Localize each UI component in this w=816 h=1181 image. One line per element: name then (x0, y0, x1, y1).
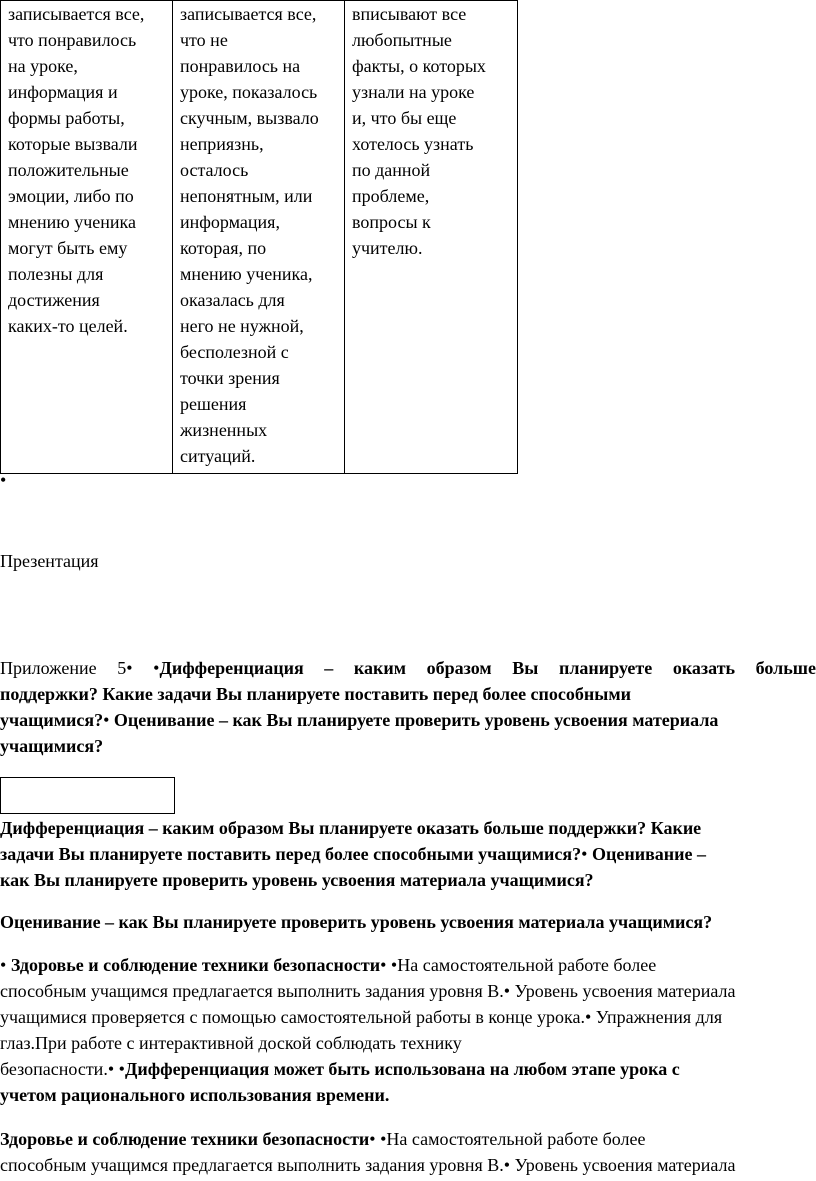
table-row (1, 1, 518, 474)
health-text: способным учащимся предлагается выполнить задания уровня В. (0, 981, 504, 1001)
health-heading: Здоровье и соблюдение техники безопасности (6, 955, 381, 975)
cell-line: осталось (180, 160, 249, 180)
cell-line: оказалась для (180, 290, 285, 310)
cell-line: вписывают все (352, 4, 467, 24)
bullet-marker: • (369, 1129, 376, 1149)
appendix-text: Оценивание – как Вы планируете проверить уровень усвоения материала (109, 710, 719, 730)
cell-line: уроке, показалось (180, 82, 318, 102)
health-text: Упражнения для (591, 1007, 723, 1027)
cell-line: могут быть ему (8, 238, 128, 258)
cell-line: него не нужной, (180, 316, 304, 336)
health-safety-paragraph (0, 952, 816, 1108)
cell-line: что понравилось (8, 30, 137, 50)
cell-line: записывается все, (180, 4, 317, 24)
reflection-table (0, 0, 518, 474)
health2-line-1 (0, 1126, 816, 1152)
bullet-marker: • (118, 1059, 125, 1079)
appendix-text: учащимися? (0, 710, 104, 730)
health-text: учетом рационального использования времени. (0, 1085, 390, 1105)
bullet-marker: • (126, 658, 133, 678)
bullet-marker: • (380, 1129, 387, 1149)
appendix-line-2 (0, 681, 816, 707)
cell-line: скучным, вызвало (180, 108, 319, 128)
differentiation-paragraph (0, 815, 816, 893)
appendix-prefix: Приложение 5 (0, 658, 127, 678)
table-cell-liked (1, 1, 173, 474)
assessment-paragraph (0, 909, 816, 935)
cell-line: полезны для (8, 264, 104, 284)
cell-line: ситуаций. (180, 446, 256, 466)
appendix-heading: Дифференциация – каким образом Вы планируете оказать больше (159, 658, 816, 678)
appendix-line-4 (0, 733, 816, 759)
appendix-line-1 (0, 655, 816, 681)
health-text: способным учащимся предлагается выполнить задания уровня В. (0, 1155, 504, 1175)
cell-line: мнению ученика, (180, 264, 313, 284)
cell-line: факты, о которых (352, 56, 486, 76)
diff-line-3 (0, 867, 816, 893)
bullet-marker: • (0, 470, 7, 490)
diff-text: Оценивание – (587, 844, 707, 864)
health-line-4 (0, 1030, 816, 1056)
cell-line: точки зрения (180, 368, 280, 388)
cell-line: что не (180, 30, 228, 50)
bullet-marker: • (581, 844, 588, 864)
table-cell-interesting (345, 1, 518, 474)
cell-line: хотелось узнать (352, 134, 474, 154)
cell-line: которые вызвали (8, 134, 138, 154)
health-text: безопасности. (0, 1059, 108, 1079)
cell-line: вопросы к (352, 212, 431, 232)
bullet-marker: • (380, 955, 387, 975)
appendix-line-3 (0, 707, 816, 733)
health-text: глаз.При работе с интерактивной доской соблюдать технику (0, 1033, 462, 1053)
cell-line: решения (180, 394, 247, 414)
health2-line-2 (0, 1152, 816, 1178)
diff-line-2 (0, 841, 816, 867)
cell-line: непонятным, или (180, 186, 313, 206)
bullet-marker: • (503, 1155, 511, 1175)
cell-line: бесполезной с (180, 342, 289, 362)
cell-line: и, что бы еще (352, 108, 457, 128)
diff-line-1 (0, 815, 816, 841)
bullet-marker: • (584, 1007, 592, 1027)
health-text: Уровень усвоения материала (510, 1155, 736, 1175)
bullet-marker: • (103, 710, 110, 730)
health-text: Дифференциация может быть использована на любом этапе урока с (124, 1059, 680, 1079)
bullet-marker: • (0, 955, 7, 975)
health-text: На самостоятельной работе более (386, 1129, 646, 1149)
appendix-text: поддержки? Какие задачи Вы планируете поставить перед более способными (0, 684, 631, 704)
diff-text: Дифференциация – каким образом Вы планируете оказать больше поддержки? Какие (0, 818, 702, 838)
health-text: На самостоятельной работе более (397, 955, 657, 975)
cell-line: каких-то целей. (8, 316, 128, 336)
cell-line: информация, (180, 212, 280, 232)
table-cell-disliked (173, 1, 345, 474)
bullet-marker: • (390, 955, 398, 975)
health-line-5 (0, 1056, 816, 1082)
health-heading: Здоровье и соблюдение техники безопасности (0, 1129, 370, 1149)
cell-line: достижения (8, 290, 100, 310)
bullet-marker: • (107, 1059, 115, 1079)
diff-text: как Вы планируете проверить уровень усвоения материала учащимися? (0, 870, 594, 890)
cell-line: учителю. (352, 238, 423, 258)
cell-line: по данной (352, 160, 431, 180)
cell-line: положительные (8, 160, 129, 180)
cell-line: информация и (8, 82, 118, 102)
diff-text: задачи Вы планируете поставить перед более способными учащимися? (0, 844, 582, 864)
health-safety-paragraph-2 (0, 1126, 816, 1178)
cell-line: на уроке, (8, 56, 78, 76)
bullet-marker: • (503, 981, 511, 1001)
cell-line: проблеме, (352, 186, 430, 206)
health-line-2 (0, 978, 816, 1004)
cell-line: жизненных (180, 420, 268, 440)
cell-line: узнали на уроке (352, 82, 475, 102)
cell-line: понравилось на (180, 56, 301, 76)
health-line-6 (0, 1082, 816, 1108)
cell-line: которая, по (180, 238, 267, 258)
appendix-text: учащимися? (0, 736, 104, 756)
health-line-1 (0, 952, 816, 978)
cell-line: записывается все, (8, 4, 145, 24)
cell-line: мнению ученика (8, 212, 136, 232)
appendix-5-paragraph (0, 655, 816, 759)
cell-line: эмоции, либо по (8, 186, 134, 206)
health-line-3 (0, 1004, 816, 1030)
presentation-label: Презентация (0, 551, 99, 571)
cell-line: формы работы, (8, 108, 125, 128)
assessment-text: Оценивание – как Вы планируете проверить уровень усвоения материала учащимися? (0, 912, 713, 932)
cell-line: неприязнь, (180, 134, 264, 154)
health-text: учащимися проверяется с помощью самостоятельной работы в конце урока. (0, 1007, 585, 1027)
bullet-marker: • (153, 658, 160, 678)
cell-line: любопытные (352, 30, 452, 50)
empty-box (0, 777, 175, 814)
health-text: Уровень усвоения материала (510, 981, 736, 1001)
